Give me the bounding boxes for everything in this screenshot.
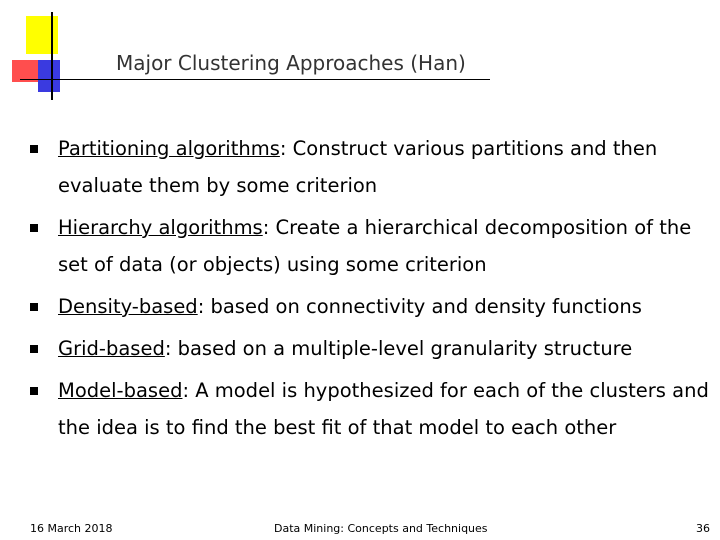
square-bullet-icon xyxy=(30,345,38,353)
footer-date: 16 March 2018 xyxy=(30,522,113,535)
bullet-text: : based on connectivity and density functions xyxy=(197,295,642,318)
bullet-list xyxy=(30,130,710,446)
bullet-text: : based on a multiple-level granularity structure xyxy=(164,337,633,360)
square-bullet-icon xyxy=(30,224,38,232)
footer-title: Data Mining: Concepts and Techniques xyxy=(274,522,488,535)
yellow-square xyxy=(26,16,58,54)
bullet-term: Model-based xyxy=(58,379,183,402)
bullet-text: : Construct various partitions and then evaluate them by some criterion xyxy=(58,137,658,197)
bullet-term: Grid-based xyxy=(58,337,165,360)
slide-title: Major Clustering Approaches (Han) xyxy=(116,51,466,75)
bullet-model xyxy=(30,372,710,446)
bullet-density xyxy=(30,288,710,325)
square-bullet-icon xyxy=(30,145,38,153)
bullet-text: : A model is hypothesized for each of the clusters and the idea is to find the best fit of that model to each other xyxy=(58,379,709,439)
blue-square xyxy=(38,60,60,92)
page-number: 36 xyxy=(696,522,710,535)
bullet-term: Density-based xyxy=(58,295,198,318)
bullet-partitioning xyxy=(30,130,710,204)
bullet-term: Partitioning algorithms xyxy=(58,137,280,160)
decorative-logo xyxy=(0,0,120,100)
bullet-term: Hierarchy algorithms xyxy=(58,216,263,239)
title-rule xyxy=(20,79,490,80)
square-bullet-icon xyxy=(30,303,38,311)
square-bullet-icon xyxy=(30,387,38,395)
bullet-text: : Create a hierarchical decomposition of the set of data (or objects) using some criterion xyxy=(58,216,692,276)
bullet-grid xyxy=(30,330,710,367)
bullet-hierarchy xyxy=(30,209,710,283)
vertical-rule xyxy=(51,12,53,100)
